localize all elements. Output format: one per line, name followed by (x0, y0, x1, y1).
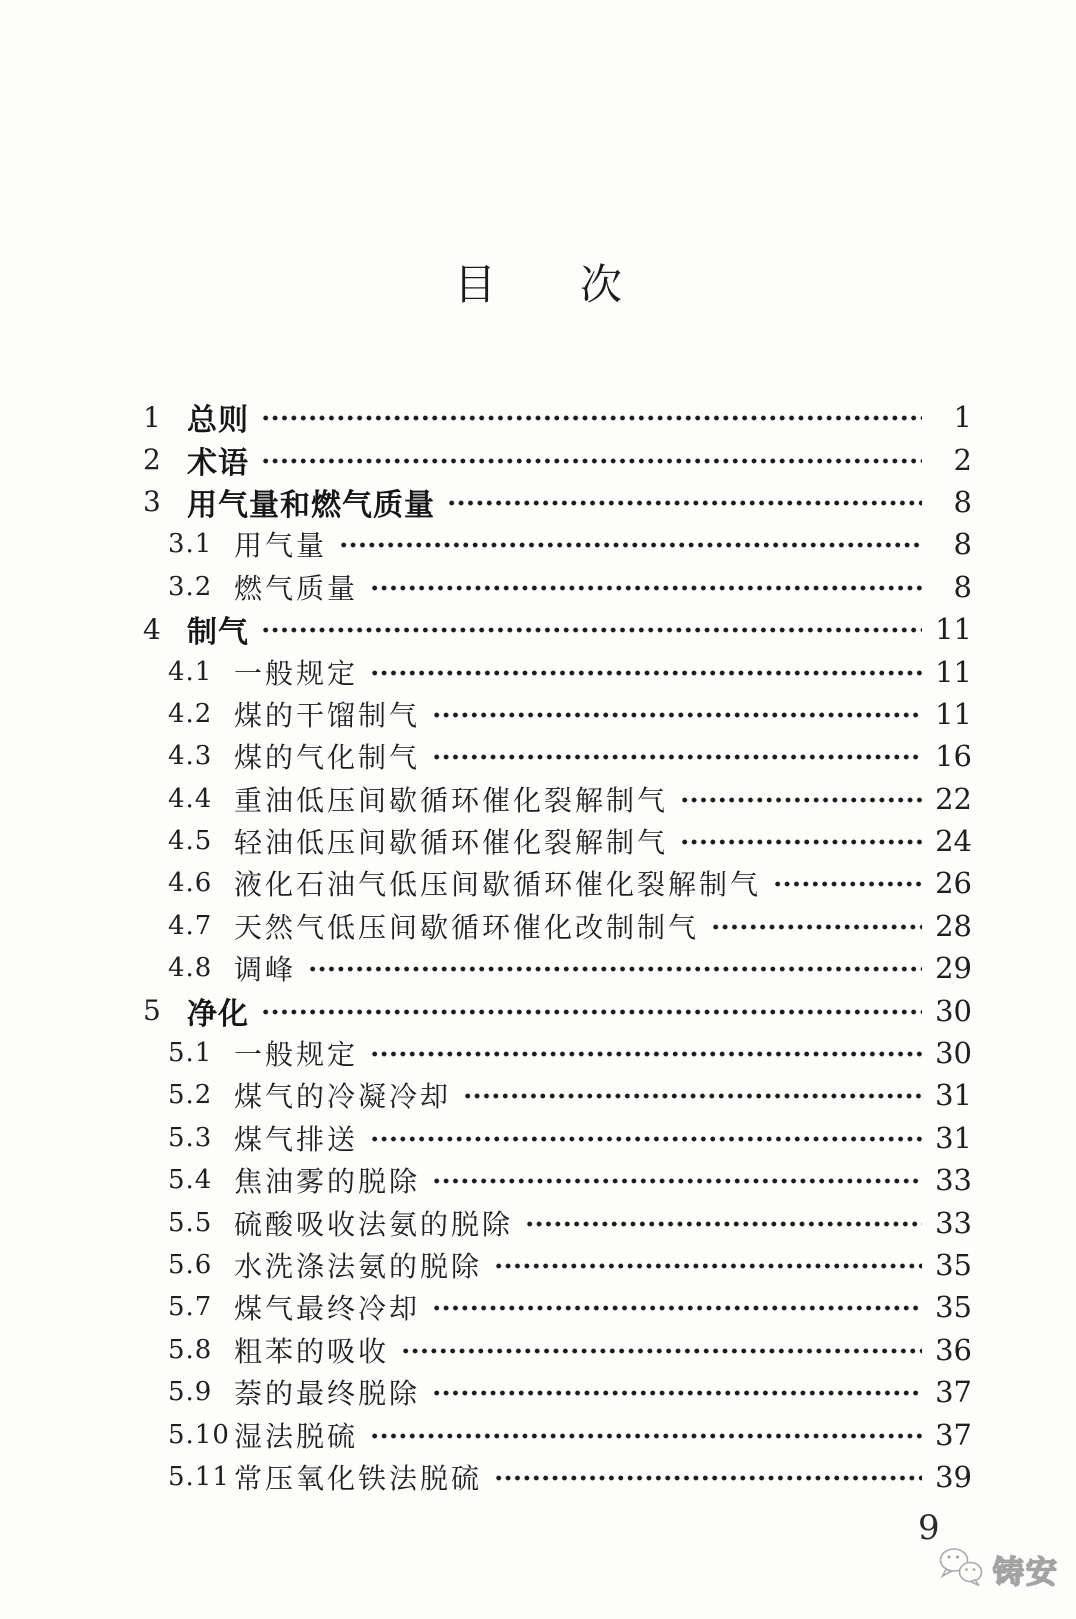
toc-entry-title: 燃气质量 (234, 571, 359, 605)
folio-page-number: 9 (918, 1508, 940, 1548)
toc-entry-number: 4.4 (168, 783, 213, 814)
toc-entry (0, 905, 1076, 947)
toc-entry-page: 33 (935, 1163, 972, 1198)
toc-entry-page: 33 (935, 1205, 972, 1240)
toc-entry-number: 5.1 (168, 1038, 213, 1069)
toc-entry (0, 1159, 1076, 1201)
toc-entry (0, 396, 1076, 438)
toc-entry (0, 1201, 1076, 1243)
dot-leader (463, 1092, 922, 1100)
dot-leader (370, 669, 922, 677)
toc-entry-page: 30 (935, 1036, 972, 1071)
toc-entry-number: 5.2 (168, 1080, 213, 1111)
toc-entry (0, 1456, 1076, 1498)
dot-leader (308, 965, 922, 973)
toc-entry-title: 焦油雾的脱除 (234, 1165, 421, 1199)
toc-entry-title: 一般规定 (234, 1038, 359, 1072)
toc-entry-number: 4.6 (168, 868, 213, 899)
toc-entry (0, 1032, 1076, 1074)
dot-leader (494, 1474, 922, 1482)
dot-leader (261, 626, 922, 634)
toc-entry-title: 萘的最终脱除 (234, 1377, 421, 1411)
toc-entry-title: 制气 (187, 615, 249, 651)
dot-leader (432, 711, 922, 719)
toc-entry-number: 3.1 (168, 529, 213, 560)
toc-entry-title: 粗苯的吸收 (234, 1334, 390, 1368)
toc-entry (0, 735, 1076, 777)
toc-entry-title: 硫酸吸收法氨的脱除 (234, 1207, 514, 1241)
toc-entry-title: 液化石油气低压间歇循环催化裂解制气 (234, 868, 762, 902)
dot-leader (432, 1304, 922, 1312)
toc-entry-title: 用气量和燃气质量 (187, 487, 435, 523)
toc-entry-page: 37 (935, 1417, 972, 1452)
toc-entry-number: 4.7 (168, 910, 213, 941)
toc-entry-title: 净化 (187, 996, 249, 1032)
toc-entry-number: 2 (143, 443, 162, 477)
dot-leader (370, 1135, 922, 1143)
toc-entry-number: 5.11 (168, 1461, 230, 1492)
toc-entry-title: 总则 (187, 403, 249, 439)
toc-entry-number: 3 (143, 485, 162, 519)
dot-leader (711, 923, 922, 931)
toc-entry (0, 566, 1076, 608)
toc-entry-page: 30 (935, 993, 972, 1028)
toc-entry-number: 1 (143, 400, 162, 434)
page-title-char: 次 (580, 260, 623, 309)
toc-entry-title: 煤的气化制气 (234, 741, 421, 775)
toc-entry-page: 8 (953, 484, 972, 519)
dot-leader (432, 753, 922, 761)
toc-entry (0, 1413, 1076, 1455)
toc-entry-number: 5.10 (168, 1419, 230, 1450)
dot-leader (370, 1432, 922, 1440)
toc-entry-number: 5.5 (168, 1207, 213, 1238)
toc-entry-title: 术语 (187, 445, 249, 481)
watermark-label: 铸安 (993, 1554, 1059, 1591)
toc-entry-page: 26 (935, 866, 972, 901)
toc-entry (0, 820, 1076, 862)
dot-leader (680, 796, 922, 804)
toc-entry-page: 31 (935, 1078, 972, 1113)
toc-entry-number: 4.1 (168, 656, 213, 687)
toc-entry (0, 947, 1076, 989)
toc-entry-number: 5.8 (168, 1334, 213, 1365)
dot-leader (370, 584, 922, 592)
toc-entry-page: 31 (935, 1120, 972, 1155)
toc-entry-title: 煤气排送 (234, 1122, 359, 1156)
toc-entry-number: 5.9 (168, 1377, 213, 1408)
dot-leader (339, 541, 922, 549)
toc-entry-number: 5 (143, 994, 162, 1028)
toc-entry-number: 5.7 (168, 1292, 213, 1323)
dot-leader (680, 838, 922, 846)
toc-entry (0, 1371, 1076, 1413)
page-title-char: 目 (453, 260, 496, 309)
dot-leader (261, 414, 922, 422)
toc-entry-page: 37 (935, 1375, 972, 1410)
toc-entry (0, 1117, 1076, 1159)
toc-entry (0, 438, 1076, 480)
toc-entry (0, 1329, 1076, 1371)
toc-entry-page: 28 (935, 908, 972, 943)
toc-entry-number: 5.6 (168, 1250, 213, 1280)
toc-entry (0, 1286, 1076, 1328)
toc-entry-page: 36 (935, 1332, 972, 1367)
toc-entry (0, 693, 1076, 735)
toc-entry-page: 8 (953, 569, 972, 604)
toc-entry-title: 一般规定 (234, 656, 359, 690)
toc-list (0, 396, 1076, 1498)
toc-entry-page: 35 (935, 1290, 972, 1325)
toc-entry-page: 11 (935, 612, 972, 647)
wechat-icon (934, 1544, 988, 1594)
dot-leader (432, 1389, 922, 1397)
dot-leader (447, 499, 922, 507)
toc-entry-title: 湿法脱硫 (234, 1419, 359, 1453)
toc-entry-number: 5.3 (168, 1122, 213, 1153)
toc-entry-page: 8 (953, 527, 972, 562)
dot-leader (494, 1262, 922, 1270)
toc-entry-page: 11 (935, 654, 972, 689)
toc-entry (0, 481, 1076, 523)
toc-entry-page: 24 (935, 824, 972, 859)
toc-entry-title: 煤气最终冷却 (234, 1292, 421, 1326)
toc-entry-number: 4.5 (168, 826, 213, 857)
dot-leader (432, 1177, 922, 1185)
toc-entry-page: 39 (935, 1459, 972, 1494)
toc-entry-title: 用气量 (234, 529, 328, 563)
toc-entry-title: 重油低压间歇循环催化裂解制气 (234, 783, 669, 817)
toc-entry-page: 22 (935, 781, 972, 816)
toc-entry (0, 862, 1076, 904)
toc-entry-title: 水洗涤法氨的脱除 (234, 1250, 483, 1283)
toc-entry-page: 1 (953, 400, 972, 435)
toc-entry-page: 11 (935, 696, 972, 731)
dot-leader (261, 1008, 922, 1016)
toc-entry (0, 1244, 1076, 1286)
toc-entry-page: 35 (935, 1248, 972, 1282)
page-title (0, 252, 1076, 312)
dot-leader (261, 457, 922, 465)
toc-entry-number: 4.2 (168, 698, 213, 729)
toc-entry (0, 1074, 1076, 1116)
toc-entry-page: 2 (953, 442, 972, 477)
toc-entry (0, 523, 1076, 565)
watermark (934, 1544, 1059, 1594)
toc-entry-title: 常压氧化铁法脱硫 (234, 1461, 483, 1495)
toc-entry (0, 608, 1076, 650)
toc-entry-title: 煤的干馏制气 (234, 698, 421, 732)
toc-entry-title: 天然气低压间歇循环催化改制制气 (234, 910, 700, 944)
toc-entry-title: 煤气的冷凝冷却 (234, 1080, 452, 1114)
toc-entry-number: 3.2 (168, 571, 213, 602)
toc-entry (0, 650, 1076, 692)
toc-entry-number: 4.3 (168, 741, 213, 772)
toc-entry-number: 4 (143, 612, 162, 646)
toc-entry (0, 989, 1076, 1031)
toc-entry (0, 778, 1076, 820)
dot-leader (773, 880, 922, 888)
toc-entry-number: 5.4 (168, 1165, 213, 1196)
toc-entry-title: 调峰 (234, 953, 297, 987)
dot-leader (401, 1347, 922, 1355)
toc-entry-number: 4.8 (168, 953, 213, 984)
toc-entry-title: 轻油低压间歇循环催化裂解制气 (234, 826, 669, 860)
dot-leader (370, 1050, 922, 1058)
toc-entry-page: 29 (935, 951, 972, 986)
toc-entry-page: 16 (935, 739, 972, 774)
dot-leader (525, 1220, 922, 1228)
